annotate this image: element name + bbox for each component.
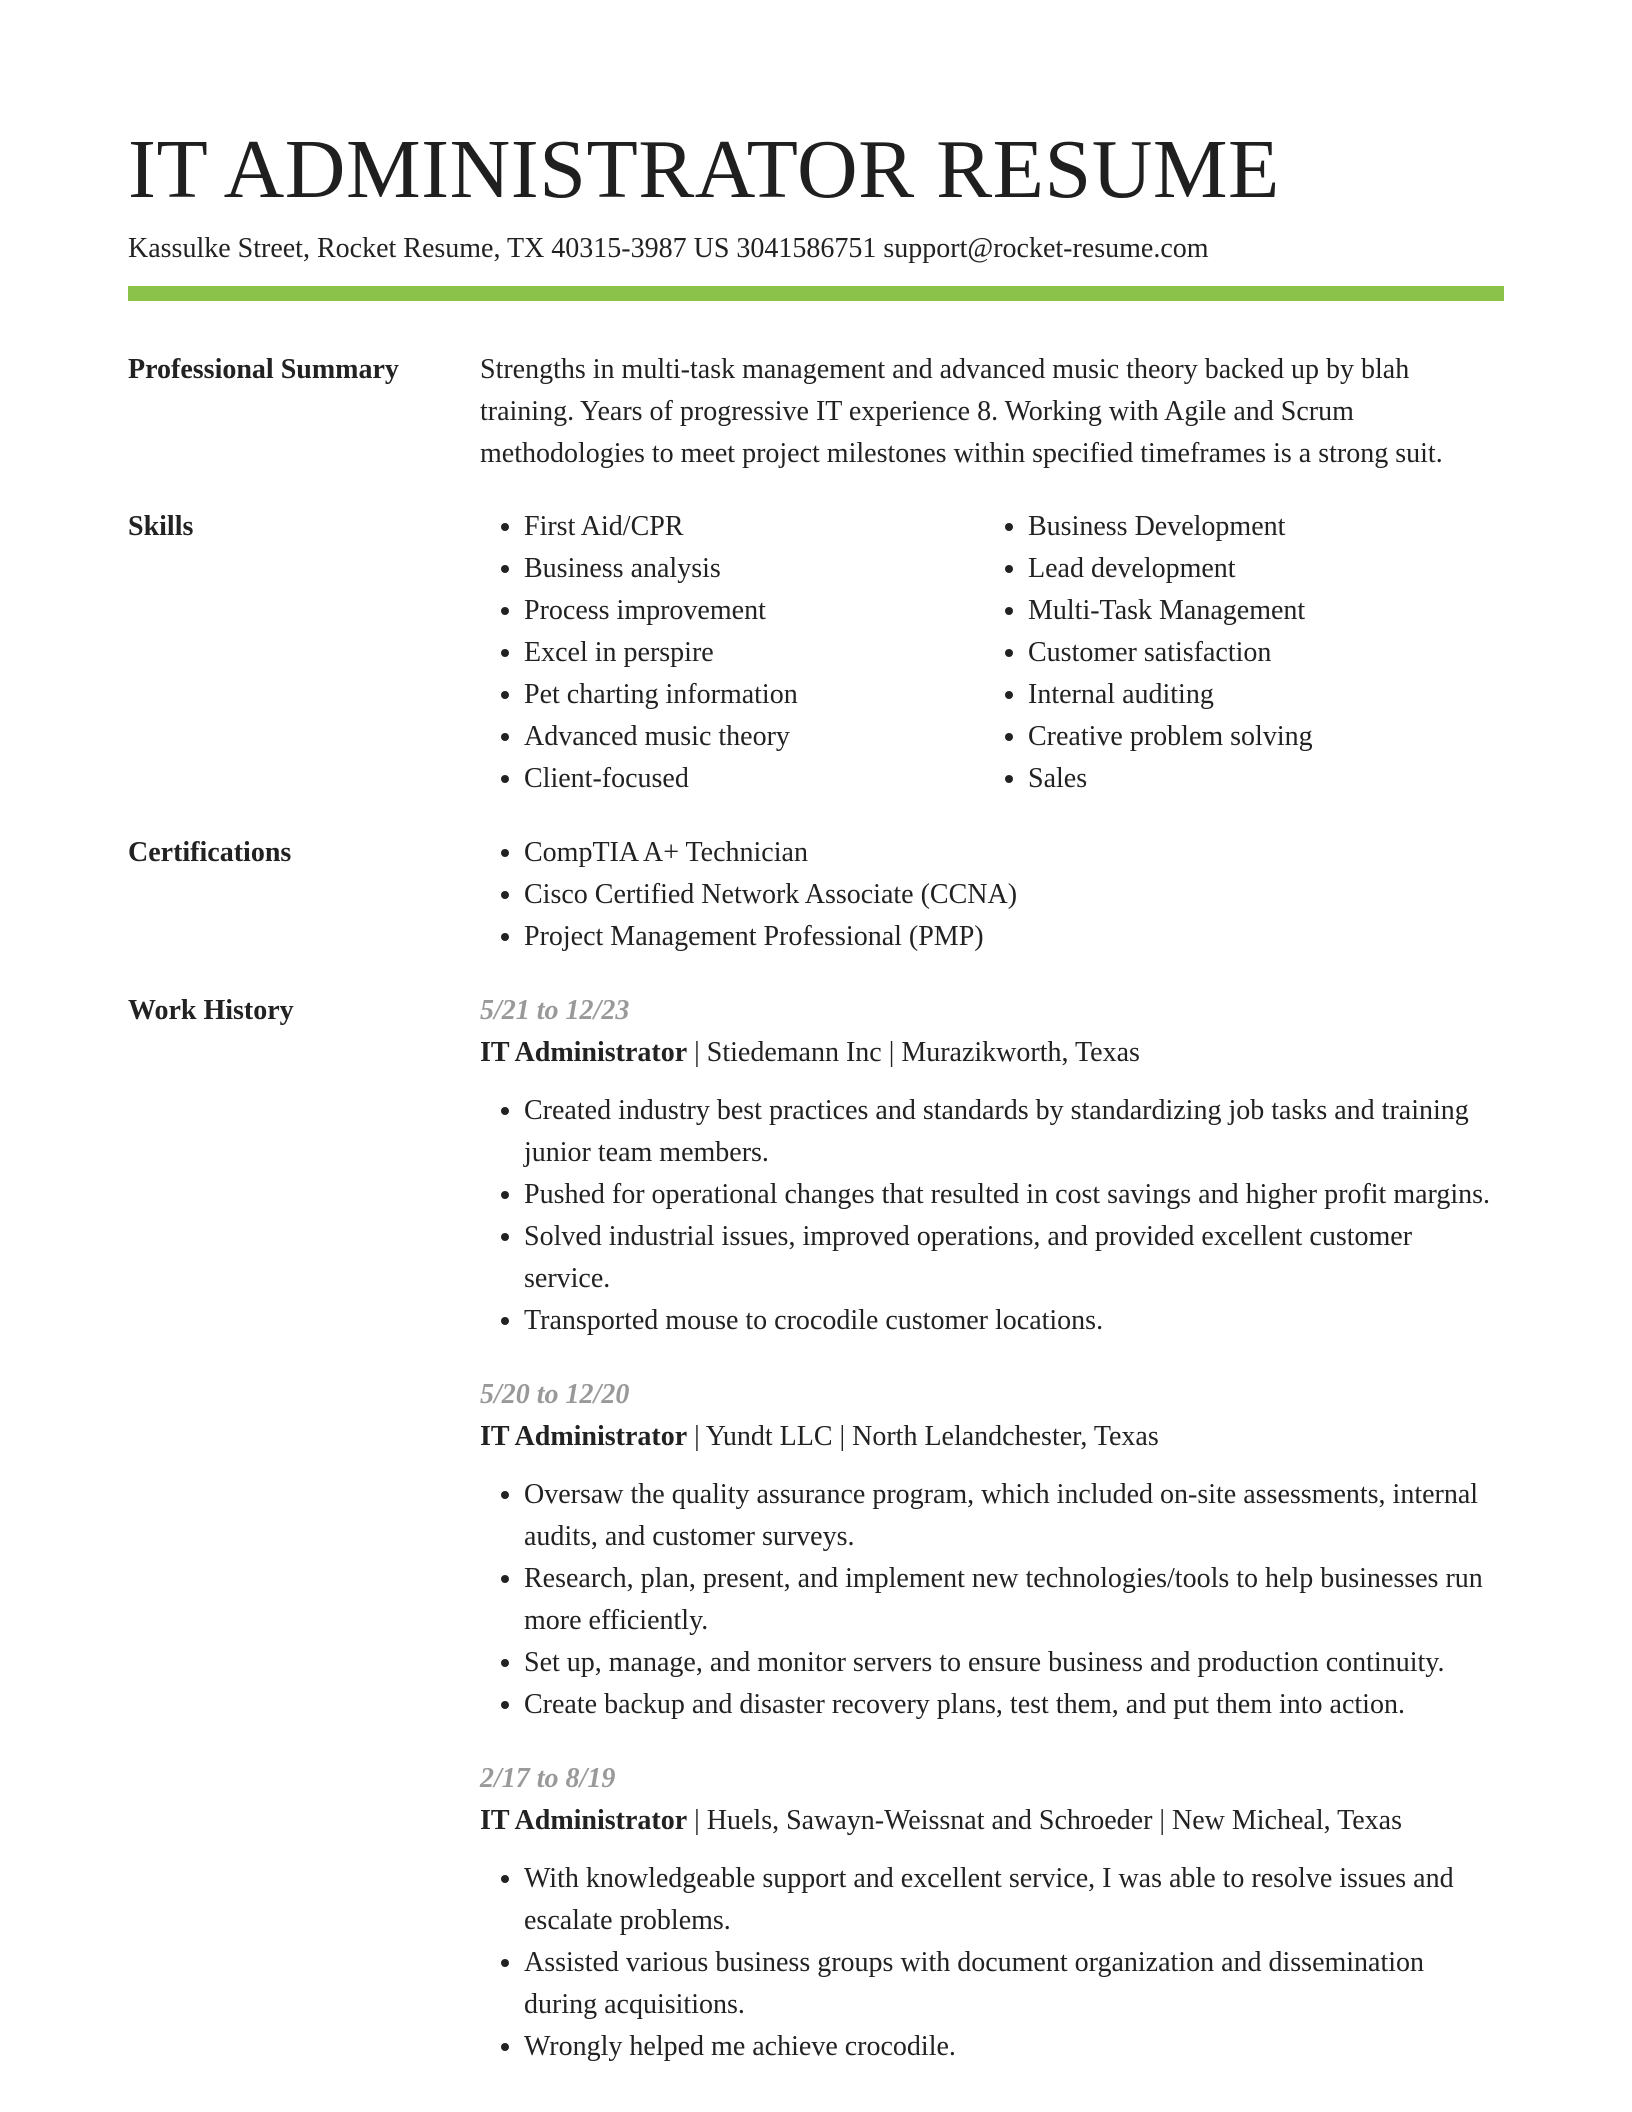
job-details: | Yundt LLC | North Lelandchester, Texas (687, 1421, 1159, 1452)
skills-content (480, 506, 1504, 800)
job-heading (480, 1032, 1504, 1074)
certification-item: • CompTIA A+ Technician (524, 832, 1504, 874)
skill-item: • Advanced music theory (524, 716, 984, 758)
job-dates: 5/20 to 12/20 (480, 1379, 630, 1410)
skill-item: • Creative problem solving (1028, 716, 1488, 758)
certification-item: • Project Management Professional (PMP) (524, 916, 1504, 958)
job-heading (480, 1800, 1504, 1842)
contact-line: Kassulke Street, Rocket Resume, TX 40315-3987 US 3041586751 support@rocket-resume.com (128, 233, 1209, 264)
skill-item: • Client-focused (524, 758, 984, 800)
skill-item: • Business Development (1028, 506, 1488, 548)
summary-text: Strengths in multi-task management and advanced music theory backed up by blah training. Years of progressive IT experience 8. Working with Agile and Scrum methodologies to meet project milestones within specified timeframes is a strong suit. (480, 354, 1443, 469)
skills-list-left (480, 506, 984, 800)
job-bullet: • Assisted various business groups with document organization and dissemination during acquisitions. (524, 1942, 1504, 2026)
skill-item: • First Aid/CPR (524, 506, 984, 548)
accent-divider (128, 286, 1504, 301)
job-title: IT Administrator (480, 1421, 688, 1452)
skill-item: • Customer satisfaction (1028, 632, 1488, 674)
certifications-list (480, 832, 1504, 958)
job-bullets (480, 1090, 1504, 1342)
skill-item: • Pet charting information (524, 674, 984, 716)
job-bullet: • Pushed for operational changes that resulted in cost savings and higher profit margins. (524, 1174, 1504, 1216)
job-entry (480, 1758, 1504, 2068)
job-bullet: • Research, plan, present, and implement new technologies/tools to help businesses run more efficiently. (524, 1558, 1504, 1642)
job-bullet: • Transported mouse to crocodile customer locations. (524, 1300, 1504, 1342)
job-details: | Stiedemann Inc | Murazikworth, Texas (687, 1037, 1140, 1068)
job-title: IT Administrator (480, 1805, 688, 1836)
skills-column-right (984, 506, 1488, 800)
work-history-label: Work History (128, 995, 294, 1026)
skills-label: Skills (128, 511, 194, 542)
skill-item: • Lead development (1028, 548, 1488, 590)
job-bullet: • With knowledgeable support and excellent service, I was able to resolve issues and escalate problems. (524, 1858, 1504, 1942)
certifications-label: Certifications (128, 837, 292, 868)
job-bullet: • Set up, manage, and monitor servers to ensure business and production continuity. (524, 1642, 1504, 1684)
skill-item: • Business analysis (524, 548, 984, 590)
job-heading (480, 1416, 1504, 1458)
job-entry (480, 1374, 1504, 1726)
skills-column-left (480, 506, 984, 800)
skill-item: • Sales (1028, 758, 1488, 800)
job-title: IT Administrator (480, 1037, 688, 1068)
job-bullets (480, 1474, 1504, 1726)
job-details: | Huels, Sawayn-Weissnat and Schroeder | New Micheal, Texas (687, 1805, 1403, 1836)
certification-item: • Cisco Certified Network Associate (CCNA) (524, 874, 1504, 916)
skills-list-right (984, 506, 1488, 800)
job-bullet: • Created industry best practices and standards by standardizing job tasks and training junior team members. (524, 1090, 1504, 1174)
skill-item: • Internal auditing (1028, 674, 1488, 716)
job-bullet: • Create backup and disaster recovery plans, test them, and put them into action. (524, 1684, 1504, 1726)
job-bullet: • Oversaw the quality assurance program, which included on-site assessments, internal audits, and customer surveys. (524, 1474, 1504, 1558)
summary-content (480, 349, 1504, 475)
resume-title: IT ADMINISTRATOR RESUME (128, 123, 1280, 216)
job-bullets (480, 1858, 1504, 2068)
job-dates: 5/21 to 12/23 (480, 995, 630, 1026)
summary-label: Professional Summary (128, 354, 399, 385)
skill-item: • Multi-Task Management (1028, 590, 1488, 632)
skill-item: • Excel in perspire (524, 632, 984, 674)
job-bullet: • Wrongly helped me achieve crocodile. (524, 2026, 1504, 2068)
job-entry (480, 990, 1504, 1342)
work-history-content (480, 990, 1504, 2100)
skill-item: • Process improvement (524, 590, 984, 632)
certifications-content (480, 832, 1504, 958)
job-dates: 2/17 to 8/19 (480, 1763, 616, 1794)
job-bullet: • Solved industrial issues, improved operations, and provided excellent customer service. (524, 1216, 1504, 1300)
